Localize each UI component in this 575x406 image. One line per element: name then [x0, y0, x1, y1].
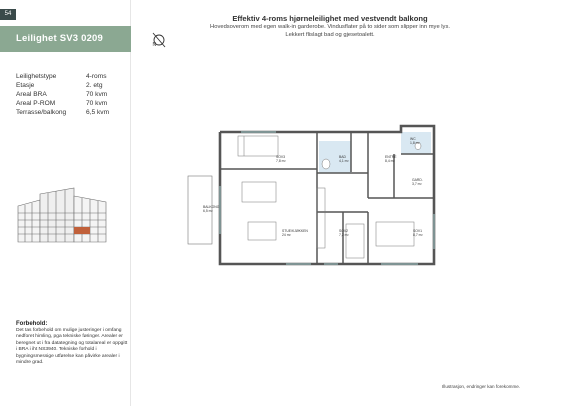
room-entre-name: ENTRÉ	[385, 155, 397, 159]
room-sov3-area: 7,8 m²	[276, 159, 286, 163]
building-keyplan-icon	[16, 186, 108, 244]
room-sov2-area: 7,2 m²	[339, 233, 349, 237]
disclaimer-text: Det tas forbehold om mulige justeringer i omfang nedforet himling, pga tekniske føringer. Arealer er beregnet ut i fra datategning og totalareal er oppgitt i BRA i iht NS3940. Tekniske forhold i bygningsmessige utførelse kan påvirke arealer i mindre grad.	[16, 328, 128, 366]
room-entre-area: 8,4 m²	[385, 159, 395, 163]
room-stue-area: 24 m²	[282, 233, 291, 237]
disclaimer	[16, 320, 128, 366]
spec-value: 70 kvm	[86, 91, 108, 98]
room-balkong-name: BALKONG	[203, 205, 220, 209]
room-bad-name: BAD	[339, 155, 346, 159]
floor-plan	[186, 124, 440, 274]
room-wc-name: WC	[410, 137, 416, 141]
spec-row	[16, 81, 126, 90]
toilet-icon	[322, 159, 330, 169]
dining-table-icon	[248, 222, 276, 240]
spec-label: Areal BRA	[16, 91, 47, 98]
compass-icon	[150, 30, 168, 50]
spec-value: 2. etg	[86, 82, 103, 89]
illustration-footnote: Illustrasjon, endringer kan forekomme.	[442, 384, 521, 389]
compass-letter: N	[152, 42, 157, 48]
title-bar	[0, 26, 131, 52]
spec-value: 70 kvm	[86, 100, 108, 107]
room-sov1-area: 8,7 m²	[413, 233, 423, 237]
room-stue-name: STUE/KJØKKEN	[282, 229, 308, 233]
spec-label: Leilighetstype	[16, 73, 57, 80]
spec-label: Terrasse/balkong	[16, 109, 67, 116]
spec-label: Areal P-ROM	[16, 100, 56, 107]
room-wc-area: 1,8 m²	[410, 141, 420, 145]
room-sov1-name: SOV1	[413, 229, 423, 233]
page-number: 54	[0, 9, 16, 20]
headline: Effektiv 4-roms hjørneleilighet med vestvendt balkong	[232, 14, 428, 23]
kitchen-counter-icon	[317, 188, 325, 248]
plan-header	[180, 14, 480, 39]
description-line-2: Lekkert flislagt bad og gjesetoalett.	[285, 31, 375, 38]
sidebar	[0, 0, 131, 406]
room-gard-area: 3,7 m²	[412, 182, 422, 186]
spec-row	[16, 99, 126, 108]
sofa-icon	[242, 182, 276, 202]
spec-label: Etasje	[16, 82, 35, 89]
apartment-title: Leilighet SV3 0209	[16, 33, 104, 44]
room-sov2-name: SOV2	[339, 229, 349, 233]
room-sov3-name: SOV3	[276, 155, 286, 159]
spec-value: 6,5 kvm	[86, 109, 110, 116]
room-gard-name: GARD.	[412, 178, 423, 182]
disclaimer-heading: Forbehold:	[16, 321, 48, 327]
spec-list	[16, 72, 126, 117]
bed-icon	[346, 224, 364, 258]
spec-value: 4-roms	[86, 73, 107, 80]
room-bad-area: 4,1 m²	[339, 159, 349, 163]
description-line-1: Hovedsoverom med egen walk-in garderobe. Vindusflater på to sider som slipper inn mye lys.	[210, 24, 450, 30]
spec-row	[16, 72, 126, 81]
highlighted-unit	[74, 227, 90, 234]
bed-icon	[376, 222, 414, 246]
spec-row	[16, 90, 126, 99]
room-balkong-area: 6,5 m²	[203, 209, 213, 213]
spec-row	[16, 108, 126, 117]
